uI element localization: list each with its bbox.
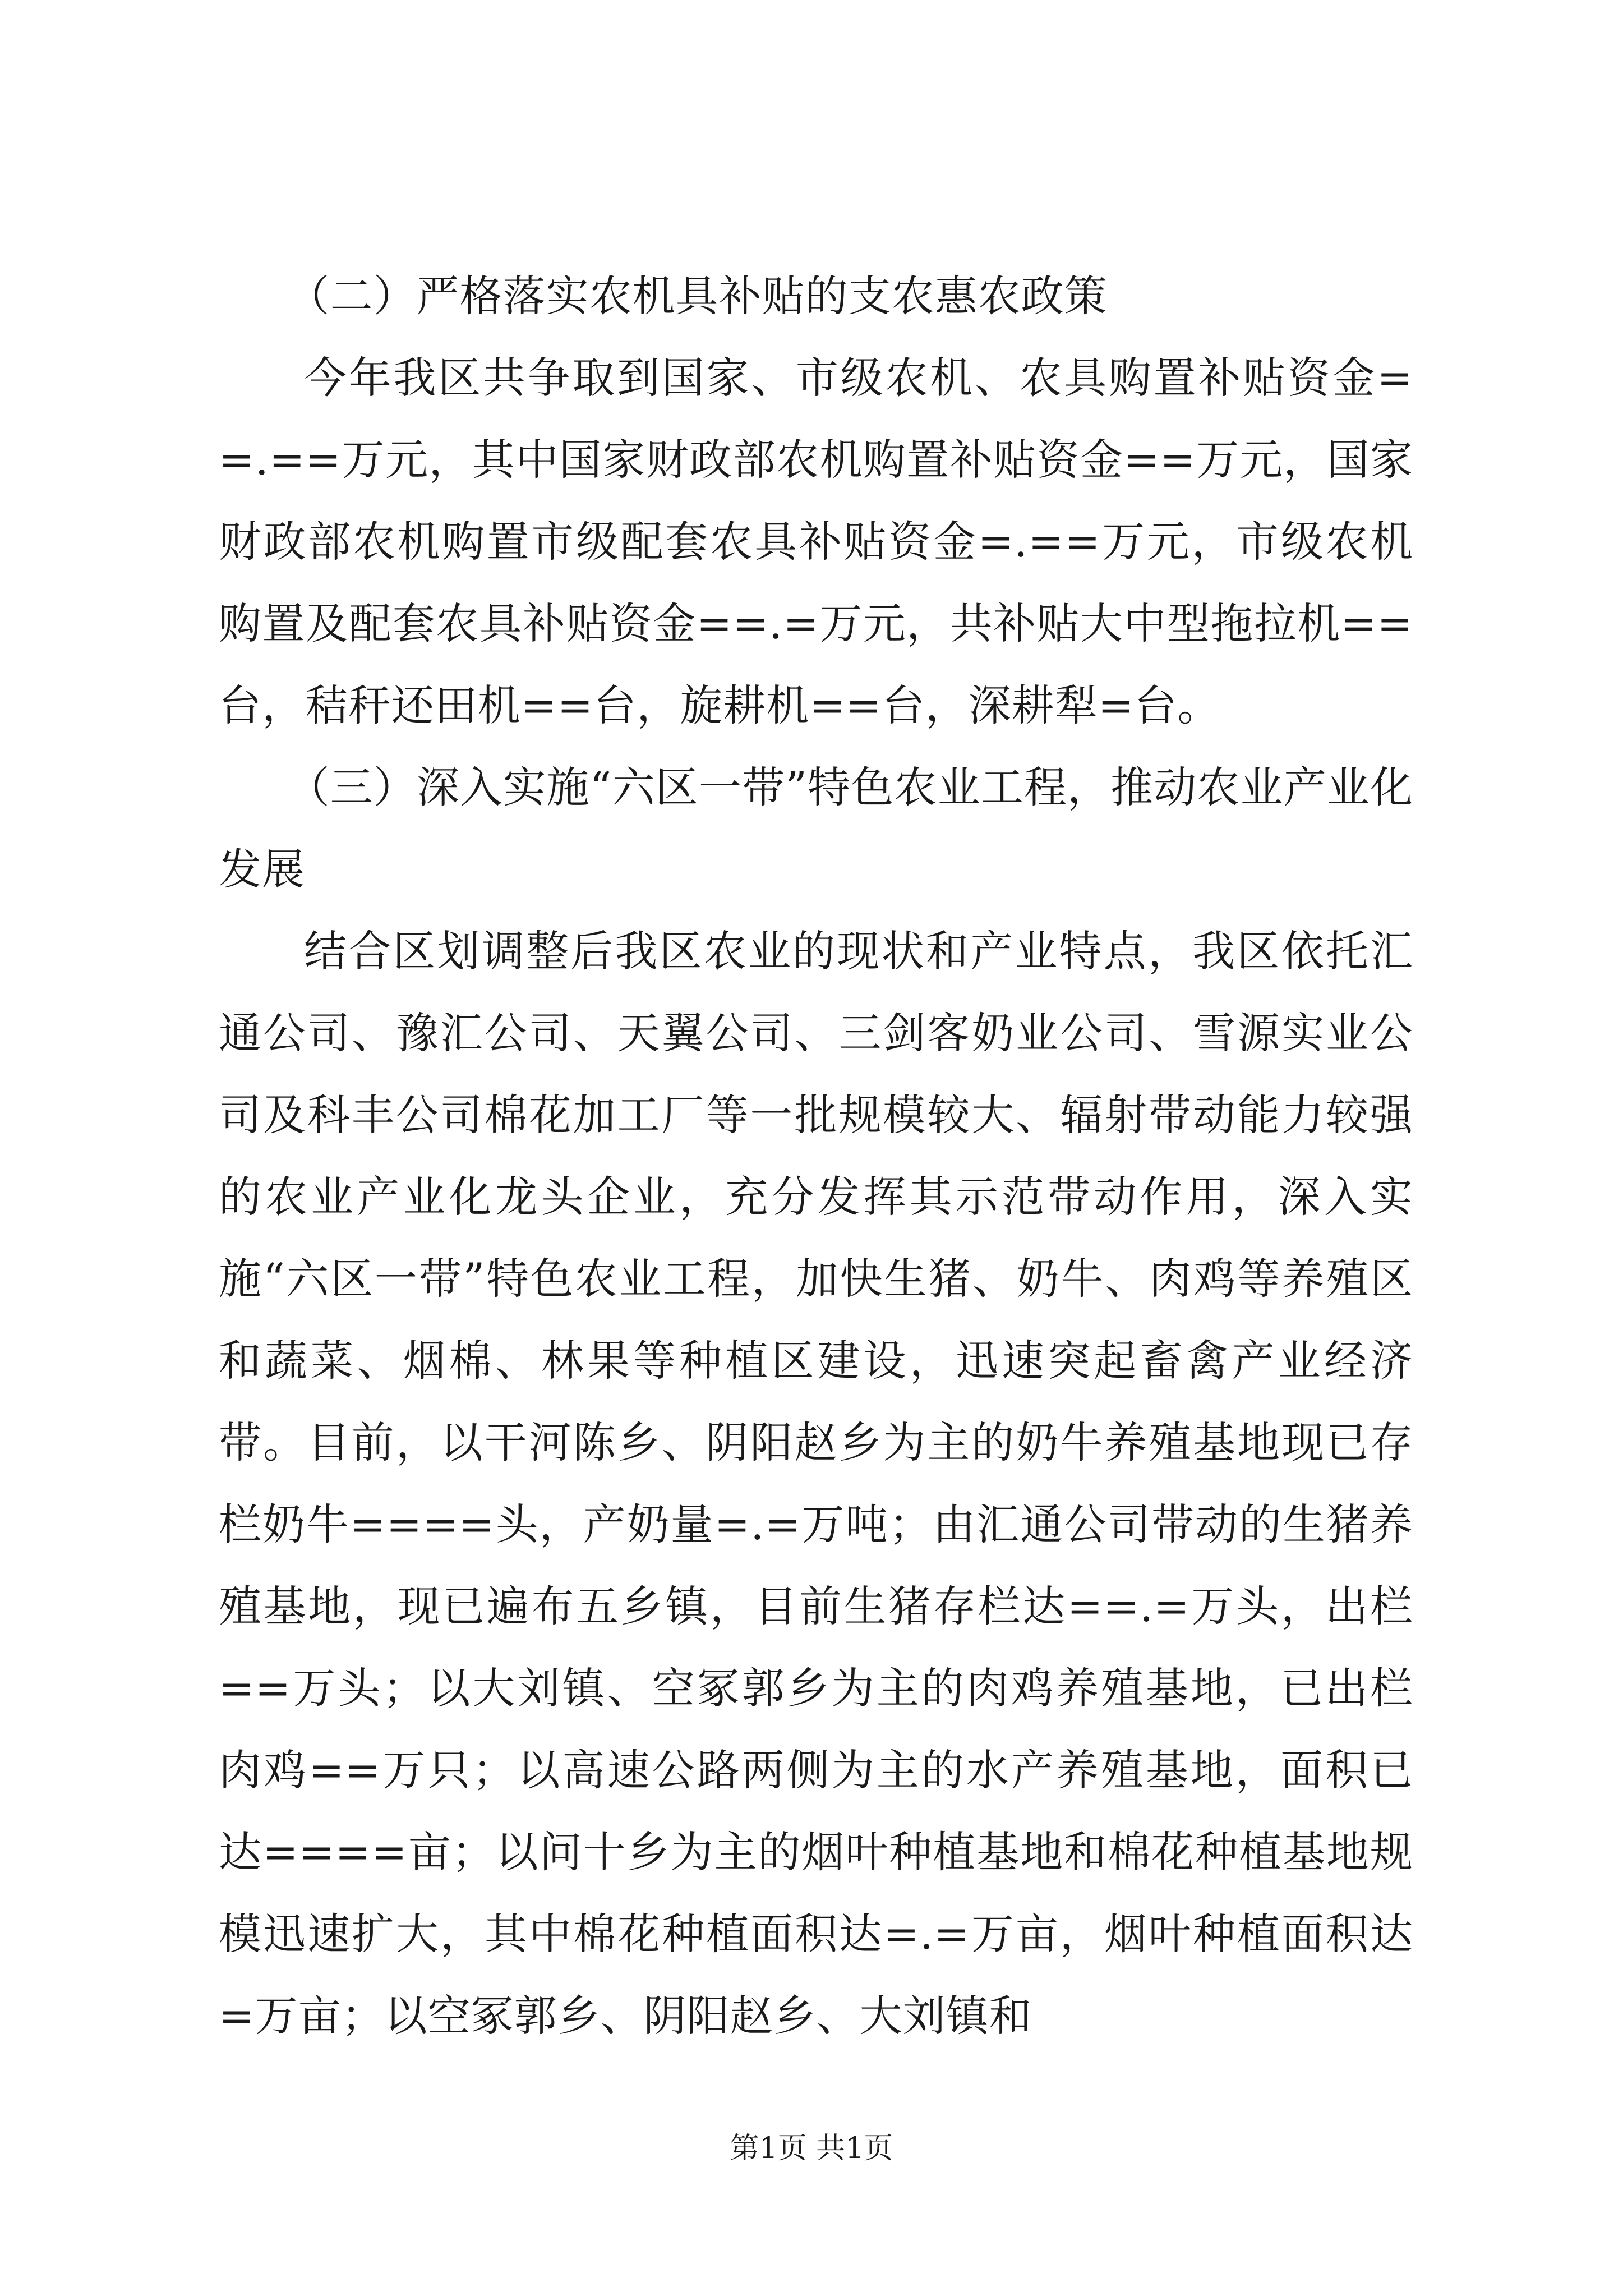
section-heading-2: （二）严格落实农机具补贴的支农惠农政策: [287, 271, 1108, 321]
page-footer: 第1页 共1页: [730, 2132, 893, 2165]
paragraph-industry: 结合区划调整后我区农业的现状和产业特点，我区依托汇通公司、豫汇公司、天翼公司、三剑客奶业公司、雪源实业公司及科丰公司棉花加工厂等一批规模较大、辐射带动能力较强的农业产业化龙头企业，充分发挥其示范带动作用，深入实施“六区一带”特色农业工程，加快生猪、奶牛、肉鸡等养殖区和蔬菜、烟棉、林果等种植区建设，迅速突起畜禽产业经济带。目前，以干河陈乡、阴阳赵乡为主的奶牛养殖基地现已存栏奶牛====头，产奶量=.=万吨；由汇通公司带动的生猪养殖基地，现已遍布五乡镇，目前生猪存栏达==.=万头，出栏==万头；以大刘镇、空冢郭乡为主的肉鸡养殖基地，已出栏肉鸡==万只；以高速公路两侧为主的水产养殖基地，面积已达====亩；以问十乡为主的烟叶种植基地和棉花种植基地规模迅速扩大，其中棉花种植面积达=.=万亩，烟叶种植面积达=万亩；以空冢郭乡、阴阳赵乡、大刘镇和: [219, 926, 1413, 2041]
section-heading-3: （三）深入实施“六区一带”特色农业工程，推动农业产业化发展: [219, 762, 1413, 894]
document-body: [219, 255, 1413, 2057]
paragraph-subsidy: 今年我区共争取到国家、市级农机、农具购置补贴资金==.==万元，其中国家财政部农机购置补贴资金==万元，国家财政部农机购置市级配套农具补贴资金=.==万元，市级农机购置及配套农具补贴资金==.=万元，共补贴大中型拖拉机==台，秸秆还田机==台，旋耕机==台，深耕犁=台。: [219, 353, 1413, 730]
